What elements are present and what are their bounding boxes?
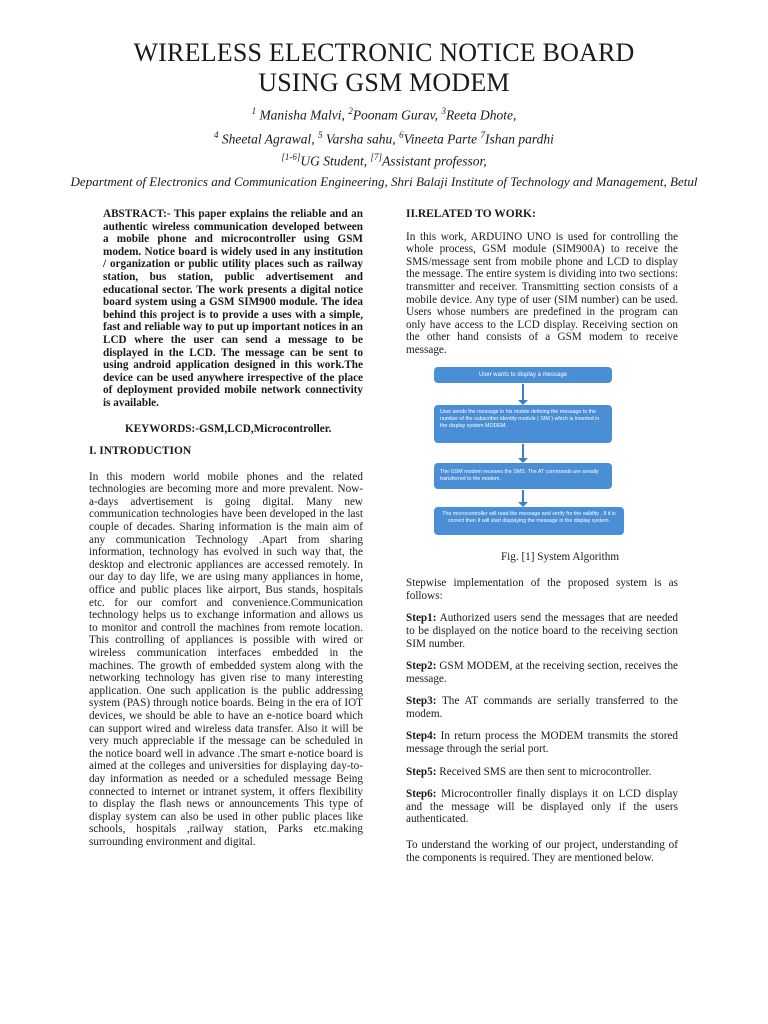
introduction-text: In this modern world mobile phones and the related technologies are becoming more and more prevalent. Now- a-days advertisement is going digital. Many new communication technologies have been developed in the last couple of decades. Sharing information is the main aim of any communication Technology .Apart from sharing information, technology has evolved in such way that, the desktop and electronic appliances are accessed remotely. In our day to day life, we are using many appliances in home, office and public places like airport, Bus stands, hospitals etc. for our comfort and convenience.Communication technology helps us to exchange information and allows us to monitor and controll the machines from remote location. This controlling of appliances is possible with wired or wireless communication interfaces embedded in the machines. The growth of embedded system along with the networking technology has given rise to many interesting application. One such application is the public addressing system (PAS) through notice boards. Being in the era of IOT devices, we should be able to have an e-notice board which can support wired and wireless data transfer. Also it will be very much appreciable if the message can be scheduled in the notice board well in advance .The smart e-notice board is aimed at the colleges and universities for displaying day-to-day information as needed or a scheduled message Being connected to internet or intranet system, it offers flexibility to display the flash news or announcements This type of display system can also be used in other public places like schools, hospitals ,railway station, Parks etc.making surrounding environment and digital. bbox=[89, 470, 363, 848]
title-line-1: WIRELESS ELECTRONIC NOTICE BOARD bbox=[133, 38, 635, 67]
closing-text: To understand the working of our project, understanding of the components is required. They are mentioned below. bbox=[406, 839, 678, 864]
keywords: KEYWORDS:-GSM,LCD,Microcontroller. bbox=[125, 422, 332, 435]
flowchart-box-2: User sends the message in his mobile defining the message to the number of the subscriber identity module ( SIM ) which is inserted in the display system MODEM. bbox=[434, 405, 612, 443]
author-sup: 7 bbox=[480, 130, 486, 140]
abstract: ABSTRACT:- This paper explains the reliable and an authentic wireless communication developed between a mobile phone and microcontroller using GSM modem. Notice board is widely used in any institution / organization or public utility places such as railway station, bus station, public advertisement and educational sector. The work presents a digital notice board system using a GSM SIM900 module. The idea behind this project is to provide a uses with a simple, fast and reliable way to put up important notices in an LCD where the user can send a message to be displayed in the LCD. The message can be sent to using android application designed in this work.The device can be used anywhere irrespective of the place of deployment provided mobile network connectivity is available. bbox=[103, 208, 363, 409]
author-sup: 4 bbox=[214, 130, 219, 140]
step-text: Received SMS are then sent to microcontroller. bbox=[436, 765, 652, 778]
flowchart-box-1: User wants to display a message bbox=[434, 367, 612, 383]
author-name: Varsha sahu, bbox=[322, 131, 400, 147]
author-sup: [1-6] bbox=[281, 152, 301, 162]
flowchart-box-4: The microcontroller will read the message and verify for the validity , If it is correct then It will start displaying the message in the display system. bbox=[434, 507, 624, 535]
flowchart-arrow-down-icon bbox=[521, 490, 525, 503]
author-name: Reeta Dhote, bbox=[445, 107, 517, 123]
system-algorithm-flowchart bbox=[406, 367, 678, 545]
flowchart-arrow-down-icon bbox=[521, 384, 525, 401]
author-sup: 2 bbox=[348, 106, 353, 116]
step-label: Step5: bbox=[406, 765, 437, 778]
author-role: Assistant professor, bbox=[382, 153, 487, 169]
step-text: The AT commands are serially transferred to the modem. bbox=[406, 695, 678, 720]
author-sup: 5 bbox=[318, 130, 323, 140]
left-column bbox=[89, 208, 363, 849]
flowchart-arrow-down-icon bbox=[521, 444, 525, 459]
author-name: Ishan pardhi bbox=[485, 131, 554, 147]
right-column bbox=[406, 208, 678, 864]
author-name: Vineeta Parte bbox=[403, 131, 481, 147]
step-item bbox=[406, 695, 678, 720]
title-line-2: USING GSM MODEM bbox=[258, 68, 510, 97]
author-name: Poonam Gurav, bbox=[352, 107, 442, 123]
author-sup: 3 bbox=[441, 106, 446, 116]
step-item bbox=[406, 660, 678, 685]
step-item bbox=[406, 766, 678, 779]
flowchart-box-3: The GSM modem receives the SMS. The AT commands are serially transferred to the modem. bbox=[434, 463, 612, 489]
step-item bbox=[406, 788, 678, 826]
author-sup: [7] bbox=[370, 152, 383, 162]
step-item bbox=[406, 612, 678, 650]
authors-affiliation-line bbox=[90, 148, 678, 171]
step-label: Step3: bbox=[406, 695, 437, 708]
author-sup: 1 bbox=[251, 106, 257, 116]
step-label: Step2: bbox=[406, 660, 437, 673]
authors-line-1 bbox=[90, 102, 678, 125]
stepwise-intro: Stepwise implementation of the proposed system is as follows: bbox=[406, 577, 678, 602]
introduction-heading: I. INTRODUCTION bbox=[89, 445, 192, 458]
author-sup: 6 bbox=[399, 130, 404, 140]
step-label: Step4: bbox=[406, 730, 437, 743]
step-label: Step1: bbox=[406, 612, 437, 625]
figure-caption: Fig. [1] System Algorithm bbox=[500, 550, 620, 563]
step-label: Step6: bbox=[406, 788, 437, 801]
department-affiliation: Department of Electronics and Communication Engineering, Shri Balaji Institute of Technology and Management, Betul bbox=[70, 174, 698, 189]
step-text: Microcontroller finally displays it on LCD display and the message will be displayed only if the users authenticated. bbox=[406, 788, 678, 826]
paper-title bbox=[60, 38, 708, 98]
step-text: Authorized users send the messages that are needed to be displayed on the notice board to the receiving section SIM number. bbox=[406, 612, 678, 650]
step-text: In return process the MODEM transmits the stored message through the serial port. bbox=[406, 730, 678, 756]
author-name: Sheetal Agrawal, bbox=[218, 131, 319, 147]
related-work-heading: II.RELATED TO WORK: bbox=[406, 208, 536, 220]
author-role: UG Student, bbox=[300, 153, 371, 169]
step-item bbox=[406, 730, 678, 755]
authors-line-2 bbox=[90, 126, 678, 149]
author-name: Manisha Malvi, bbox=[256, 107, 349, 123]
related-work-text: In this work, ARDUINO UNO is used for controlling the whole process, GSM module (SIM900A) to receive the SMS/message sent from mobile phone and LCD to display the message. The entire system is dividing into two sections: transmitter and receiver. Transmitting section consists of a mobile device. Any type of user (SIM number) can be used. Users whose numbers are predefined in the program can only have access to the LCD display. Receiving section on the other hand consists of a GSM modem to receive message. bbox=[406, 230, 678, 356]
step-text: GSM MODEM, at the receiving section, receives the message. bbox=[406, 660, 678, 685]
